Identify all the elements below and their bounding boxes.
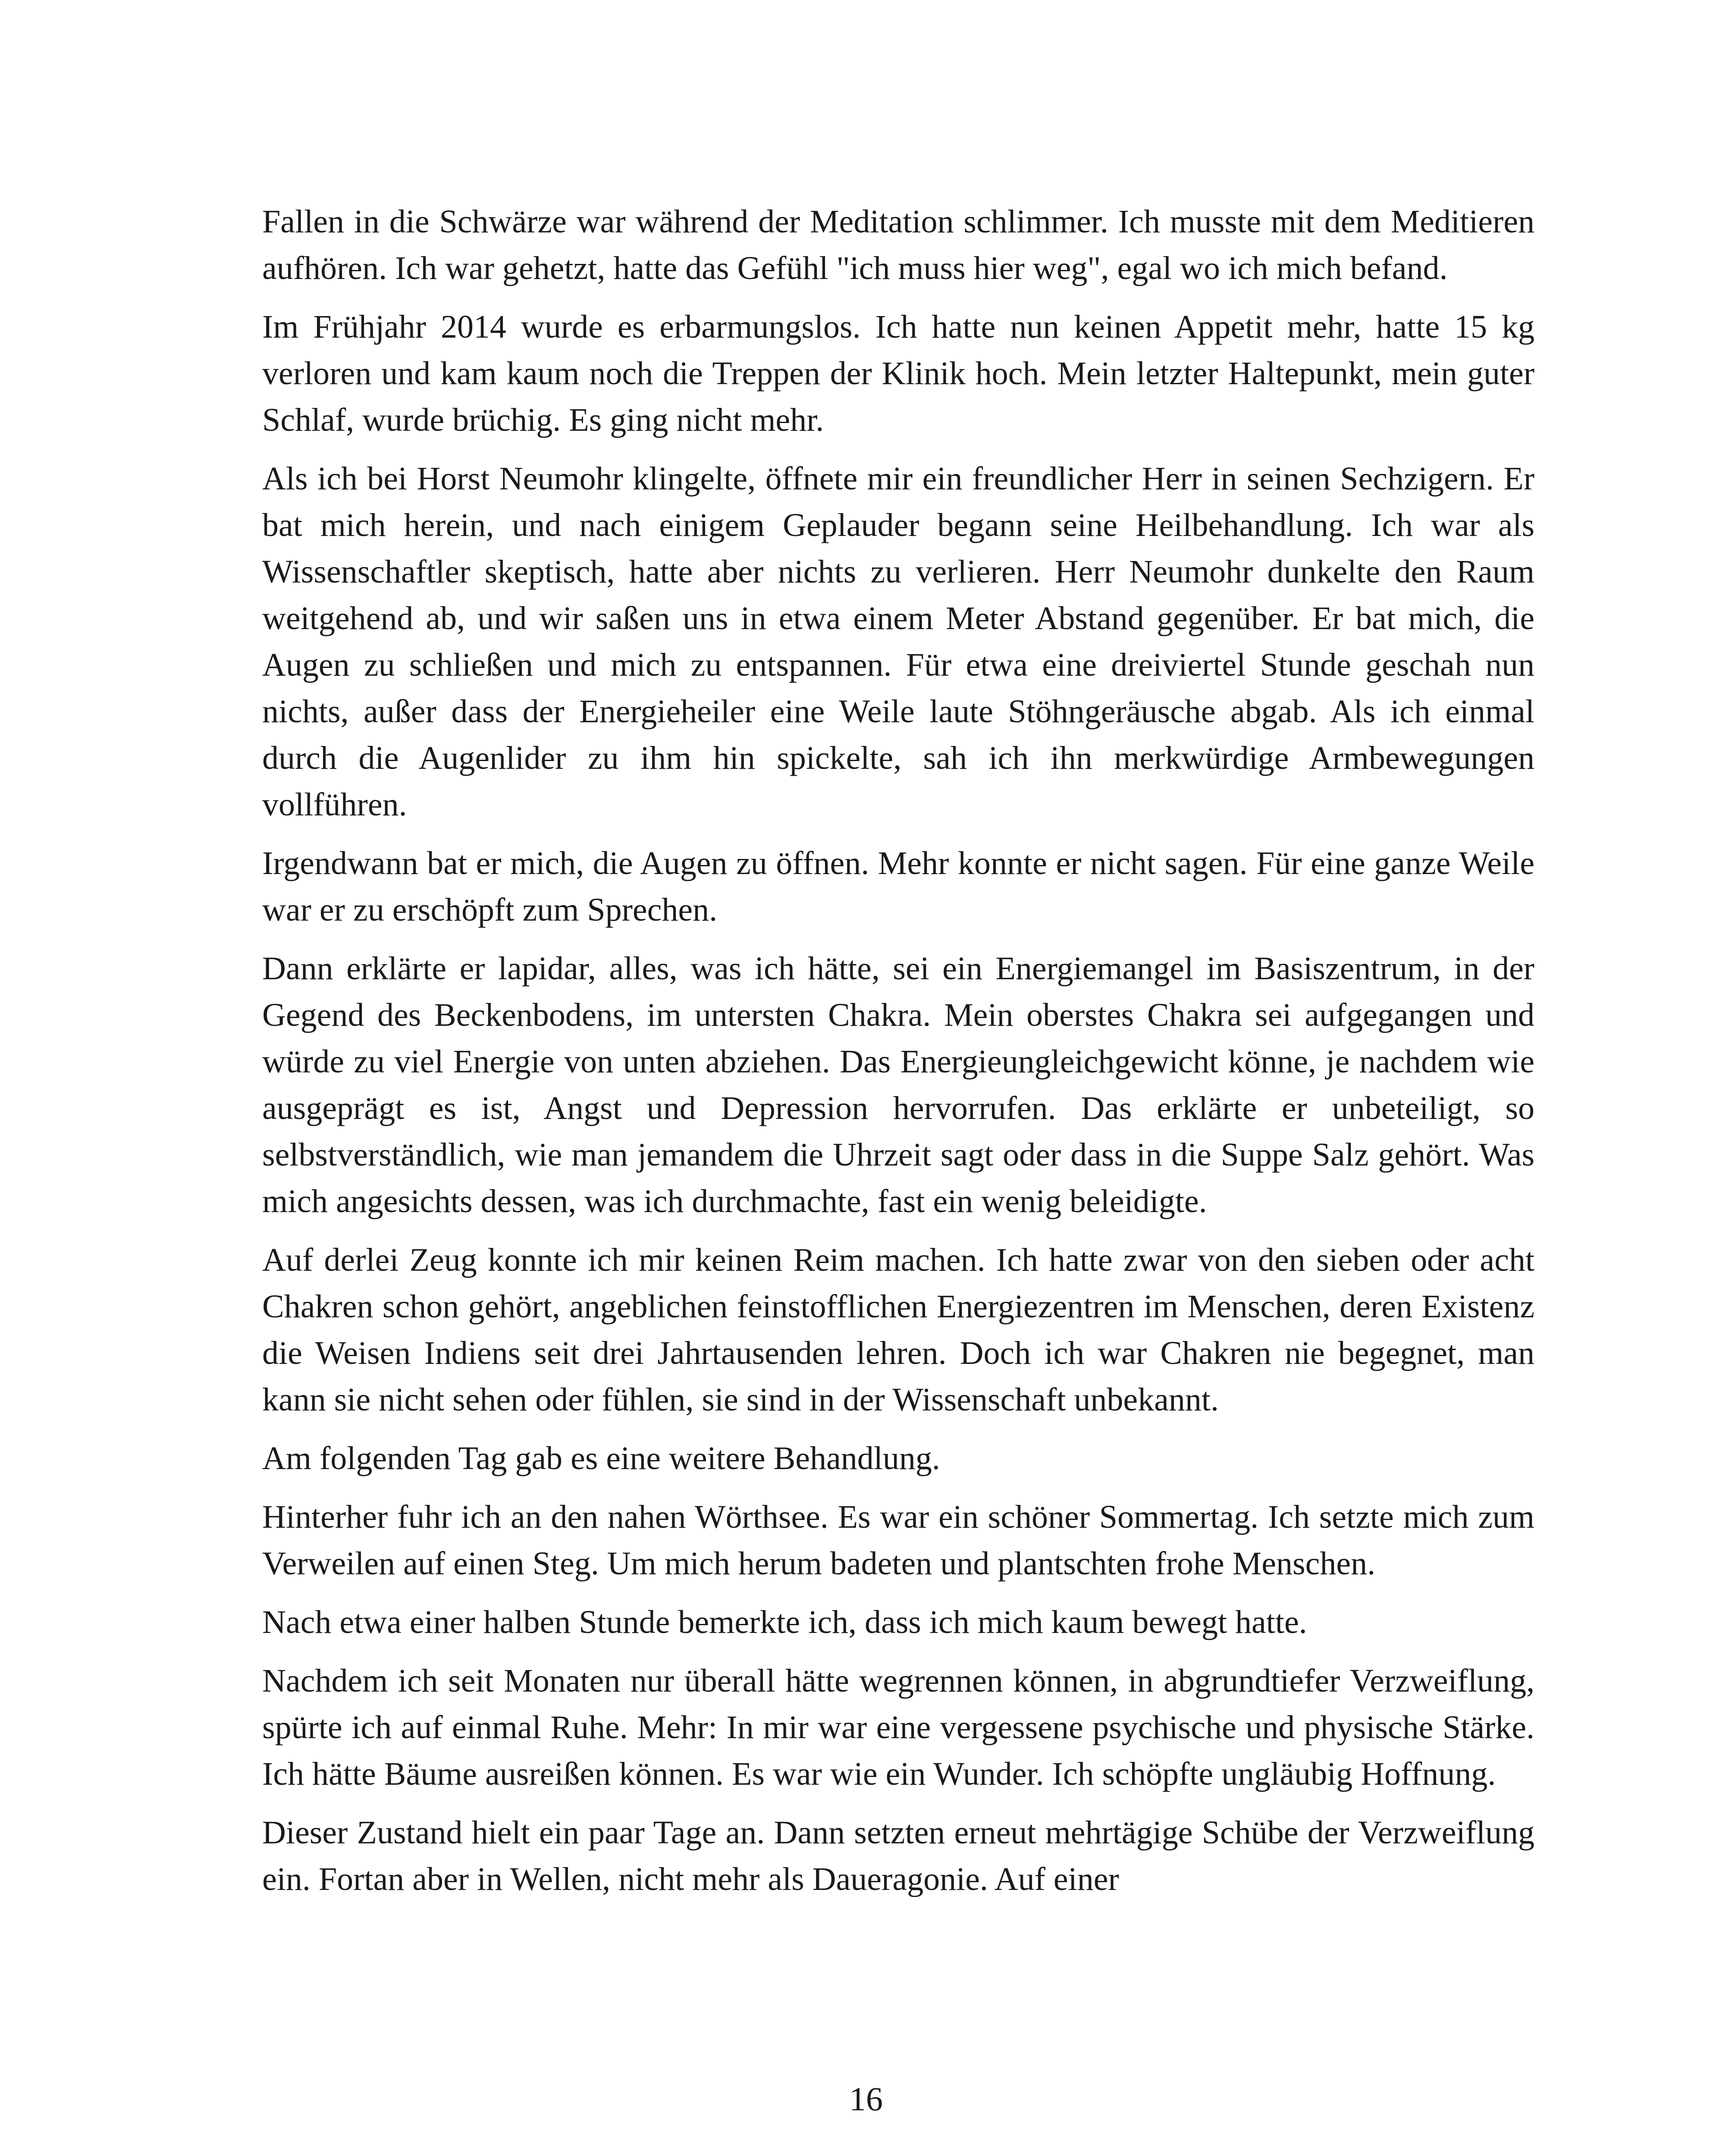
body-text <box>262 198 1534 1915</box>
paragraph-7: Am folgenden Tag gab es eine weitere Behandlung. <box>262 1440 940 1476</box>
paragraph-11: Dieser Zustand hielt ein paar Tage an. Dann setzten erneut mehrtägige Schübe der Verzweiflung ein. Fortan aber in Wellen, nicht mehr als Daueragonie. Auf einer <box>262 1814 1534 1897</box>
paragraph-3: Als ich bei Horst Neumohr klingelte, öffnete mir ein freundlicher Herr in seinen Sechzigern. Er bat mich herein, und nach einigem Geplauder begann seine Heilbehandlung. Ich war als Wissenschaftler skeptisch, hatte aber nichts zu verlieren. Herr Neumohr dunkelte den Raum weitgehend ab, und wir saßen uns in etwa einem Meter Abstand gegenüber. Er bat mich, die Augen zu schließen und mich zu entspannen. Für etwa eine dreiviertel Stunde geschah nun nichts, außer dass der Energieheiler eine Weile laute Stöhngeräusche abgab. Als ich einmal durch die Augenlider zu ihm hin spickelte, sah ich ihn merkwürdige Armbewegungen vollführen. <box>262 461 1534 823</box>
paragraph-2: Im Frühjahr 2014 wurde es erbarmungslos. Ich hatte nun keinen Appetit mehr, hatte 15 kg verloren und kam kaum noch die Treppen der Klinik hoch. Mein letzter Haltepunkt, mein guter Schlaf, wurde brüchig. Es ging nicht mehr. <box>262 309 1534 438</box>
paragraph-5: Dann erklärte er lapidar, alles, was ich hätte, sei ein Energiemangel im Basiszentrum, in der Gegend des Beckenbodens, im untersten Chakra. Mein oberstes Chakra sei aufgegangen und würde zu viel Energie von unten abziehen. Das Energieungleichgewicht könne, je nachdem wie ausgeprägt es ist, Angst und Depression hervorrufen. Das erklärte er unbeteiligt, so selbstverständlich, wie man jemandem die Uhrzeit sagt oder dass in die Suppe Salz gehört. Was mich angesichts dessen, was ich durchmachte, fast ein wenig beleidigte. <box>262 950 1534 1219</box>
paragraph-6: Auf derlei Zeug konnte ich mir keinen Reim machen. Ich hatte zwar von den sieben oder acht Chakren schon gehört, angeblichen feinstofflichen Energiezentren im Menschen, deren Existenz die Weisen Indiens seit drei Jahrtausenden lehren. Doch ich war Chakren nie begegnet, man kann sie nicht sehen oder fühlen, sie sind in der Wissenschaft unbekannt. <box>262 1242 1534 1418</box>
paragraph-4: Irgendwann bat er mich, die Augen zu öffnen. Mehr konnte er nicht sagen. Für eine ganze Weile war er zu erschöpft zum Sprechen. <box>262 845 1534 928</box>
paragraph-9: Nach etwa einer halben Stunde bemerkte ich, dass ich mich kaum bewegt hatte. <box>262 1604 1307 1640</box>
page-number: 16 <box>849 2080 883 2118</box>
paragraph-1: Fallen in die Schwärze war während der Meditation schlimmer. Ich musste mit dem Meditieren aufhören. Ich war gehetzt, hatte das Gefühl "ich muss hier weg", egal wo ich mich befand. <box>262 204 1534 286</box>
paragraph-10: Nachdem ich seit Monaten nur überall hätte wegrennen können, in abgrundtiefer Verzweiflung, spürte ich auf einmal Ruhe. Mehr: In mir war eine vergessene psychische und physische Stärke. Ich hätte Bäume ausreißen können. Es war wie ein Wunder. Ich schöpfte ungläubig Hoffnung. <box>262 1663 1534 1792</box>
paragraph-8: Hinterher fuhr ich an den nahen Wörthsee. Es war ein schöner Sommertag. Ich setzte mich zum Verweilen auf einen Steg. Um mich herum badeten und plantschten frohe Menschen. <box>262 1499 1534 1582</box>
